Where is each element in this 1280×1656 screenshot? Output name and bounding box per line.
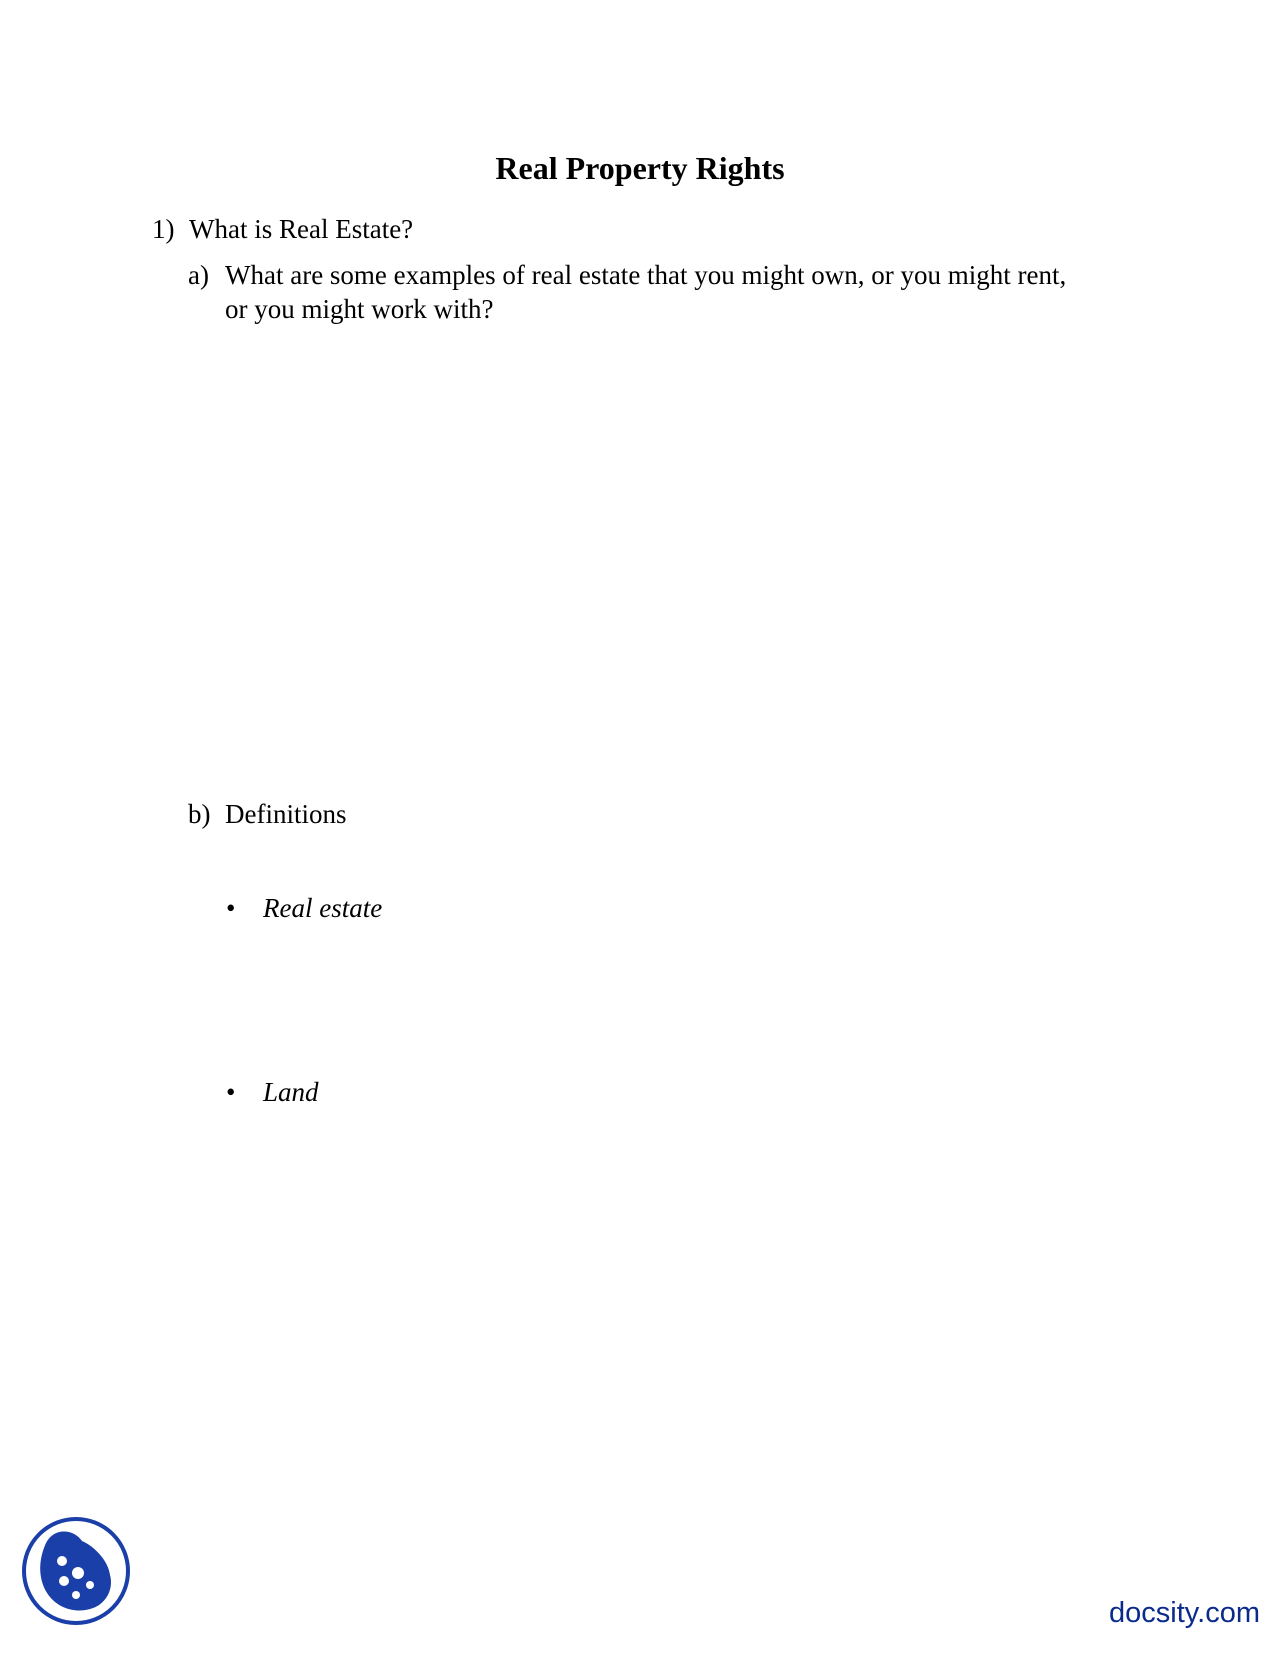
question-b-marker: b) (188, 799, 211, 829)
question-b (188, 797, 588, 831)
definition-term: Real estate (263, 893, 383, 923)
question-b-text: Definitions (225, 799, 347, 829)
question-1 (152, 212, 652, 246)
docsity-logo-icon[interactable] (20, 1515, 132, 1627)
bullet-icon: • (226, 1077, 236, 1107)
definition-term: Land (263, 1077, 319, 1107)
docsity-link[interactable]: docsity.com (1109, 1597, 1260, 1629)
page-title: Real Property Rights (495, 150, 785, 186)
question-1-marker: 1) (152, 214, 175, 244)
question-a-marker: a) (188, 260, 209, 290)
question-a (188, 258, 1108, 328)
bullet-icon: • (226, 893, 236, 923)
question-1-text: What is Real Estate? (189, 214, 414, 244)
definition-item-real-estate (226, 891, 526, 925)
definition-item-land (226, 1075, 526, 1109)
question-a-text: What are some examples of real estate that you might own, or you might rent, or you might work with? (225, 260, 1067, 324)
